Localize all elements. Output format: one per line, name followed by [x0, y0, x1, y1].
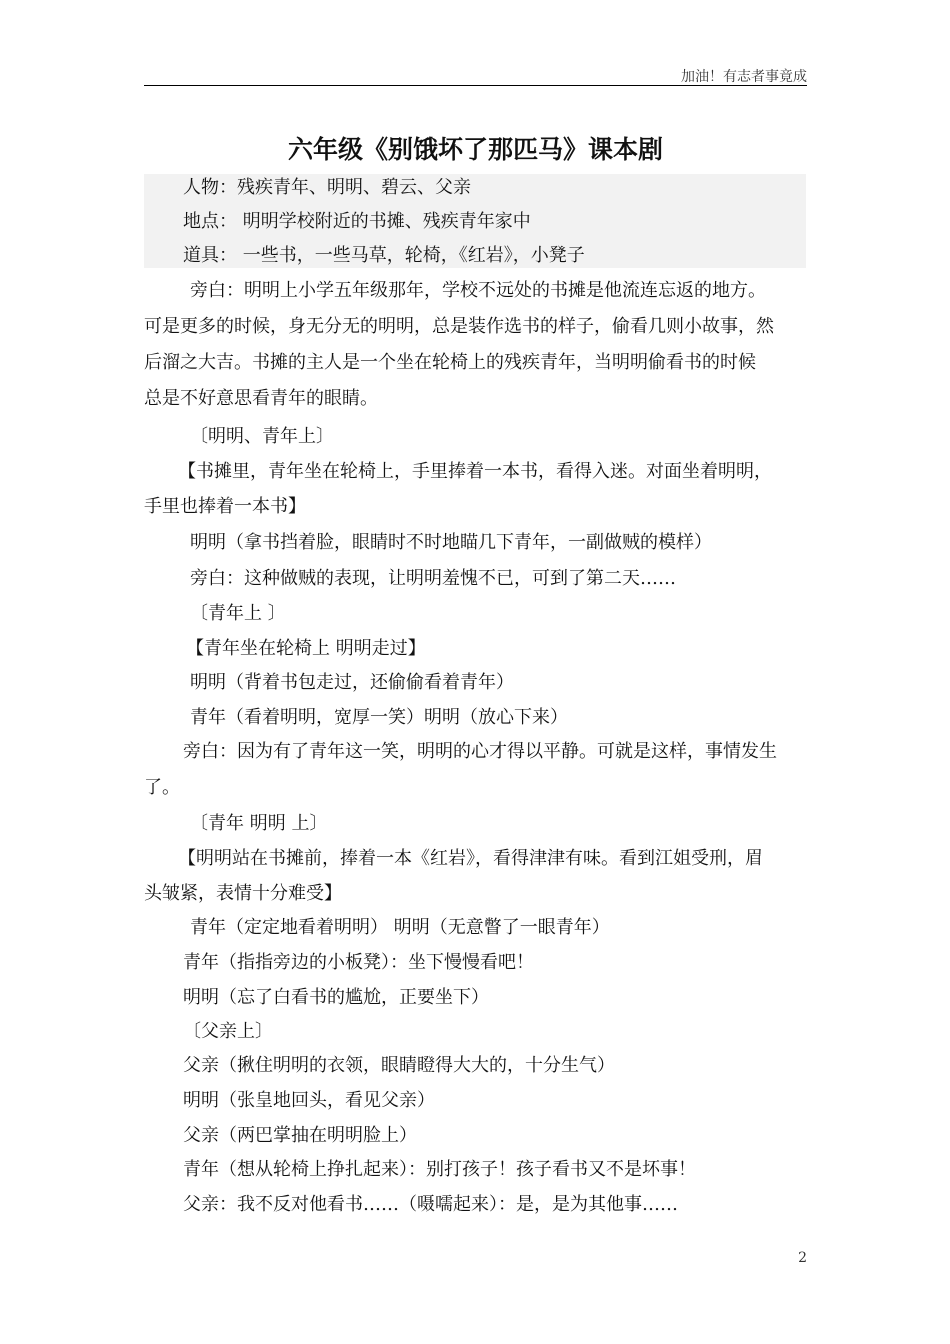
script-line: 可是更多的时候，身无分无的明明，总是装作选书的样子，偷看几则小故事，然: [144, 316, 774, 337]
stage-direction: 头皱紧，表情十分难受】: [144, 883, 342, 904]
stage-direction: 〔青年 明明 上〕: [190, 813, 328, 834]
script-line: 父亲：我不反对他看书……（嗫嚅起来）：是，是为其他事……: [183, 1194, 678, 1215]
script-line: 旁白：这种做贼的表现，让明明羞愧不已，可到了第二天……: [190, 568, 676, 589]
location-line: 地点： 明明学校附近的书摊、残疾青年家中: [183, 211, 531, 232]
script-line: 旁白：因为有了青年这一笑，明明的心才得以平静。可就是这样，事情发生: [183, 741, 777, 762]
script-line: 后溜之大吉。书摊的主人是一个坐在轮椅上的残疾青年，当明明偷看书的时候: [144, 352, 756, 373]
stage-direction: 【书摊里，青年坐在轮椅上，手里捧着一本书，看得入迷。对面坐着明明，: [178, 461, 772, 482]
script-line: 明明（拿书挡着脸，眼睛时不时地瞄几下青年，一副做贼的模样）: [190, 532, 712, 553]
script-line: 青年（定定地看着明明） 明明（无意瞥了一眼青年）: [190, 917, 610, 938]
script-line: 旁白：明明上小学五年级那年，学校不远处的书摊是他流连忘返的地方。: [190, 280, 766, 301]
props-line: 道具： 一些书，一些马草，轮椅，《红岩》，小凳子: [183, 245, 585, 266]
stage-direction: 【明明站在书摊前，捧着一本《红岩》，看得津津有味。看到江姐受刑，眉: [178, 848, 763, 869]
script-line: 青年（看着明明，宽厚一笑）明明（放心下来）: [190, 707, 568, 728]
script-line: 明明（忘了白看书的尴尬，正要坐下）: [183, 987, 489, 1008]
stage-direction: 【青年坐在轮椅上 明明走过】: [186, 638, 426, 659]
cast-line: 人物：残疾青年、明明、碧云、父亲: [183, 177, 471, 198]
script-line: 父亲（揪住明明的衣领，眼睛瞪得大大的，十分生气）: [183, 1055, 615, 1076]
script-line: 了。: [144, 777, 180, 798]
script-line: 明明（背着书包走过，还偷偷看着青年）: [190, 672, 514, 693]
script-line: 父亲（两巴掌抽在明明脸上）: [183, 1125, 417, 1146]
page-title: 六年级《别饿坏了那匹马》课本剧: [287, 135, 663, 164]
script-line: 总是不好意思看青年的眼睛。: [144, 388, 378, 409]
header-divider: [144, 85, 807, 86]
stage-direction: 手里也捧着一本书】: [144, 496, 306, 517]
stage-direction: 〔明明、青年上〕: [190, 426, 334, 447]
running-header: 加油！有志者事竟成: [681, 69, 807, 85]
script-line: 明明（张皇地回头，看见父亲）: [183, 1090, 435, 1111]
stage-direction: 〔父亲上〕: [183, 1021, 273, 1042]
script-line: 青年（指指旁边的小板凳）：坐下慢慢看吧！: [183, 952, 534, 973]
page-number: 2: [798, 1250, 807, 1266]
stage-direction: 〔青年上 〕: [190, 603, 286, 624]
script-line: 青年（想从轮椅上挣扎起来）：别打孩子！孩子看书又不是坏事！: [183, 1159, 696, 1180]
